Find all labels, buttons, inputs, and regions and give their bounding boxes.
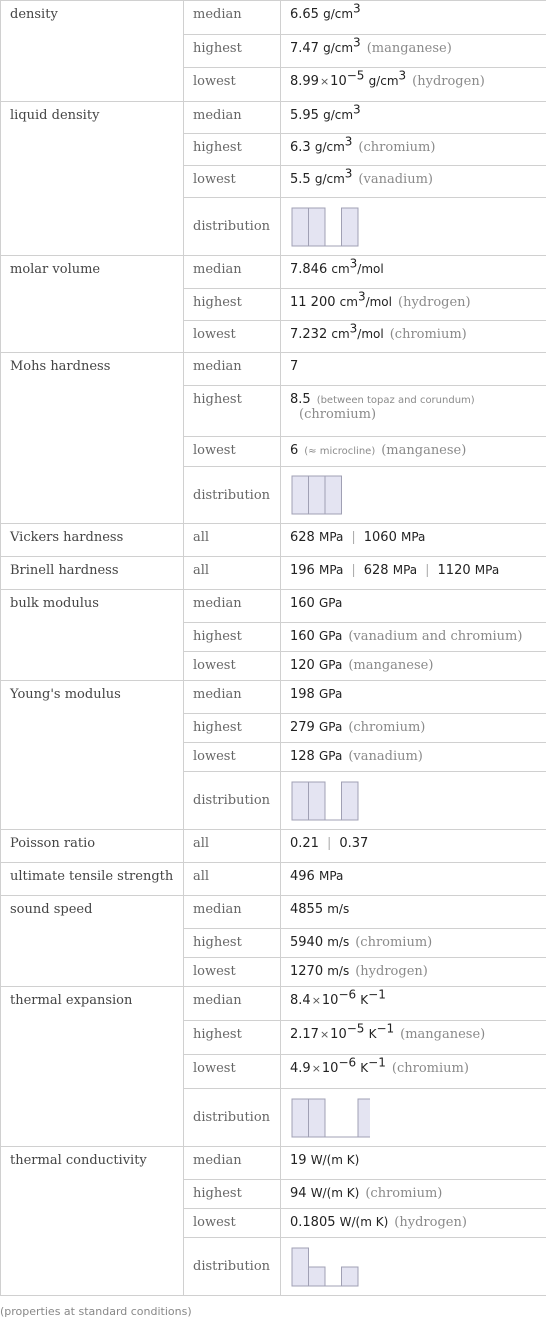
thermal-expansion-highest: $2.17\times 10^{-5}$ $K^{-1}$ (manganese) [281,1021,546,1055]
thermal-conductivity-median: 19 W/(m K) [281,1147,546,1180]
histogram-bar [342,208,359,246]
sub-label: highest [184,35,281,68]
thermal-expansion-distribution [281,1089,546,1147]
sub-label: highest [184,714,281,743]
histogram-bar [292,782,309,820]
row-label-sound-speed: sound speed [1,896,184,987]
density-lowest: $8.99\times 10^{-5}$ $g/cm^3$ (hydrogen) [281,68,546,102]
molar-volume-highest: 11 200 $cm^3$/mol (hydrogen) [281,289,546,321]
molar-volume-lowest: 7.232 $cm^3$/mol (chromium) [281,321,546,353]
footnote: (properties at standard conditions) [0,1305,192,1318]
row-label-poisson-ratio: Poisson ratio [1,830,184,863]
sub-label: lowest [184,68,281,102]
row-label-thermal-expansion: thermal expansion [1,987,184,1147]
histogram-bar [292,1099,309,1137]
sub-label: lowest [184,1209,281,1238]
distribution-histogram [290,206,370,248]
molar-volume-median: 7.846 $cm^3$/mol [281,256,546,289]
row-label-density: density [1,1,184,102]
thermal-conductivity-lowest: 0.1805 W/(m K) (hydrogen) [281,1209,546,1238]
histogram-bar [342,782,359,820]
liquid-density-lowest: 5.5 $g/cm^3$ (vanadium) [281,166,546,198]
sub-label: median [184,681,281,714]
sub-label: lowest [184,166,281,198]
sub-label: distribution [184,467,281,524]
bulk-highest: 160 GPa (vanadium and chromium) [281,623,546,652]
distribution-histogram [290,474,370,516]
density-median: 6.65 $g/cm^3$ [281,1,546,35]
row-label-mohs-hardness: Mohs hardness [1,353,184,524]
sub-label: all [184,830,281,863]
youngs-distribution [281,772,546,830]
mohs-distribution [281,467,546,524]
sub-label: lowest [184,743,281,772]
sub-label: median [184,1,281,35]
histogram-bar [358,1099,370,1137]
sub-label: distribution [184,1238,281,1296]
sub-label: lowest [184,652,281,681]
sub-label: highest [184,929,281,958]
row-label-molar-volume: molar volume [1,256,184,353]
thermal-conductivity-distribution [281,1238,546,1296]
sound-highest: 5940 m/s (chromium) [281,929,546,958]
sub-label: lowest [184,437,281,467]
sound-lowest: 1270 m/s (hydrogen) [281,958,546,987]
youngs-highest: 279 GPa (chromium) [281,714,546,743]
histogram-bar [309,208,326,246]
uts-value: 496 MPa [281,863,546,896]
sub-label: median [184,102,281,134]
sound-median: 4855 m/s [281,896,546,929]
row-label-liquid-density: liquid density [1,102,184,256]
sub-label: distribution [184,198,281,256]
sub-label: median [184,896,281,929]
sub-label: highest [184,1021,281,1055]
histogram-bar [309,782,326,820]
histogram-bar [292,476,309,514]
histogram-bar [292,208,309,246]
thermal-expansion-median: $8.4\times 10^{-6}$ $K^{-1}$ [281,987,546,1021]
distribution-histogram [290,1097,370,1139]
histogram-bar [309,1267,326,1286]
histogram-bar [309,1099,326,1137]
sub-label: distribution [184,1089,281,1147]
density-highest: 7.47 $g/cm^3$ (manganese) [281,35,546,68]
sub-label: median [184,256,281,289]
row-label-vickers-hardness: Vickers hardness [1,524,184,557]
youngs-lowest: 128 GPa (vanadium) [281,743,546,772]
histogram-bar [342,1267,359,1286]
sub-label: highest [184,1180,281,1209]
bulk-lowest: 120 GPa (manganese) [281,652,546,681]
sub-label: all [184,863,281,896]
mohs-highest: 8.5 (between topaz and corundum) (chromium) [281,386,546,437]
youngs-median: 198 GPa [281,681,546,714]
brinell-values: 196 MPa | 628 MPa | 1120 MPa [281,557,546,590]
row-label-ultimate-tensile-strength: ultimate tensile strength [1,863,184,896]
sub-label: all [184,557,281,590]
row-label-brinell-hardness: Brinell hardness [1,557,184,590]
row-label-bulk-modulus: bulk modulus [1,590,184,681]
sub-label: highest [184,289,281,321]
sub-label: lowest [184,958,281,987]
poisson-values: 0.21 | 0.37 [281,830,546,863]
liquid-density-highest: 6.3 $g/cm^3$ (chromium) [281,134,546,166]
sub-label: highest [184,134,281,166]
sub-label: lowest [184,321,281,353]
bulk-median: 160 GPa [281,590,546,623]
sub-label: median [184,987,281,1021]
sub-label: highest [184,623,281,652]
thermal-expansion-lowest: $4.9\times 10^{-6}$ $K^{-1}$ (chromium) [281,1055,546,1089]
vickers-values: 628 MPa | 1060 MPa [281,524,546,557]
sub-label: median [184,353,281,386]
histogram-bar [292,1248,309,1286]
sub-label: median [184,590,281,623]
liquid-density-median: 5.95 $g/cm^3$ [281,102,546,134]
sub-label: highest [184,386,281,437]
row-label-thermal-conductivity: thermal conductivity [1,1147,184,1296]
sub-label: median [184,1147,281,1180]
distribution-histogram [290,1246,370,1288]
liquid-density-distribution [281,198,546,256]
sub-label: lowest [184,1055,281,1089]
mohs-median: 7 [281,353,546,386]
histogram-bar [309,476,326,514]
distribution-histogram [290,780,370,822]
sub-label: distribution [184,772,281,830]
thermal-conductivity-highest: 94 W/(m K) (chromium) [281,1180,546,1209]
histogram-bar [325,476,342,514]
sub-label: all [184,524,281,557]
mohs-lowest: 6 (≈ microcline) (manganese) [281,437,546,467]
row-label-youngs-modulus: Young's modulus [1,681,184,830]
